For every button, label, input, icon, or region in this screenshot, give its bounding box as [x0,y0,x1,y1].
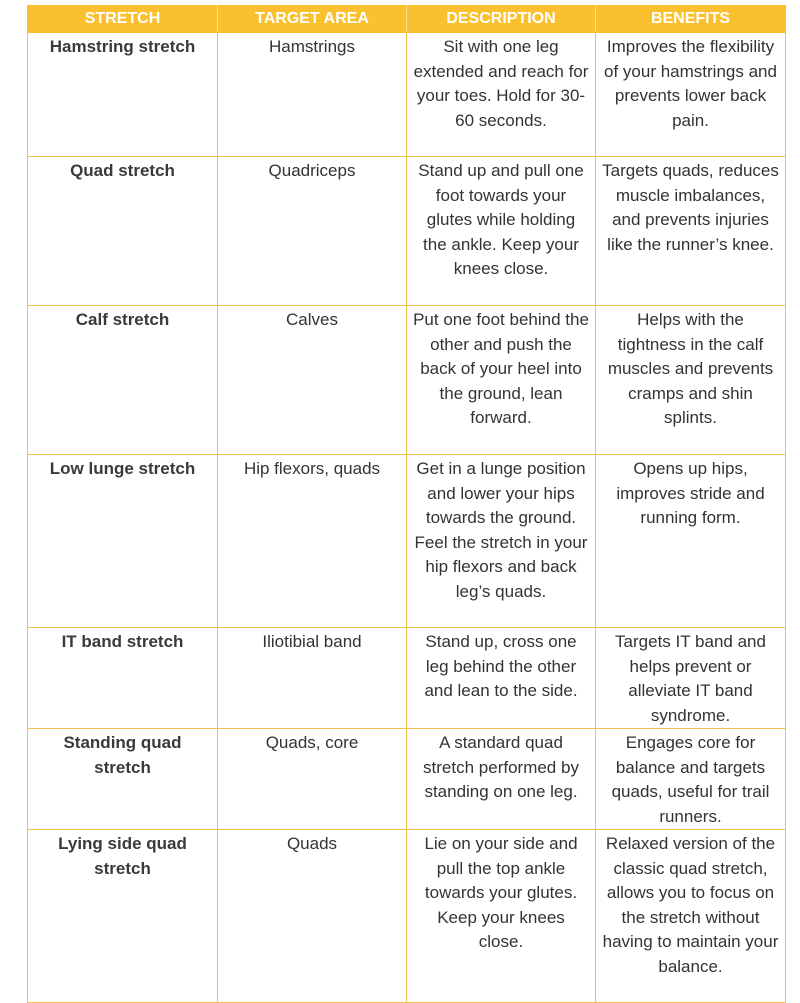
header-stretch: STRETCH [28,6,218,33]
benefits-cell: Targets IT band and helps prevent or alleviate IT band syndrome. [596,628,786,729]
benefits-cell: Improves the flexibility of your hamstrings and prevents lower back pain. [596,33,786,157]
stretch-name-cell: Lying side quad stretch [28,830,218,1003]
benefits-cell: Relaxed version of the classic quad stretch, allows you to focus on the stretch without having to maintain your balance. [596,830,786,1003]
table-row [28,157,786,306]
header-description: DESCRIPTION [407,6,596,33]
table-row [28,729,786,830]
stretch-name-cell: Quad stretch [28,157,218,306]
target-area-cell: Calves [218,306,407,455]
stretch-name-cell: Hamstring stretch [28,33,218,157]
description-cell: Get in a lunge position and lower your hips towards the ground. Feel the stretch in your hip flexors and back leg’s quads. [407,455,596,628]
stretch-table [27,5,786,1003]
benefits-cell: Helps with the tightness in the calf muscles and prevents cramps and shin splints. [596,306,786,455]
target-area-cell: Quads, core [218,729,407,830]
target-area-cell: Hamstrings [218,33,407,157]
stretch-name-cell: Calf stretch [28,306,218,455]
table-body [28,33,786,1003]
description-cell: Sit with one leg extended and reach for your toes. Hold for 30-60 seconds. [407,33,596,157]
description-cell: Put one foot behind the other and push the back of your heel into the ground, lean forward. [407,306,596,455]
header-row [28,6,786,33]
table-row [28,628,786,729]
table-row [28,33,786,157]
stretch-name-cell: Low lunge stretch [28,455,218,628]
target-area-cell: Iliotibial band [218,628,407,729]
description-cell: Lie on your side and pull the top ankle towards your glutes. Keep your knees close. [407,830,596,1003]
header-benefits: BENEFITS [596,6,786,33]
header-target-area: TARGET AREA [218,6,407,33]
stretch-name-cell: Standing quad stretch [28,729,218,830]
description-cell: Stand up, cross one leg behind the other and lean to the side. [407,628,596,729]
benefits-cell: Opens up hips, improves stride and running form. [596,455,786,628]
benefits-cell: Targets quads, reduces muscle imbalances, and prevents injuries like the runner’s knee. [596,157,786,306]
target-area-cell: Hip flexors, quads [218,455,407,628]
target-area-cell: Quadriceps [218,157,407,306]
stretch-name-cell: IT band stretch [28,628,218,729]
table-row [28,306,786,455]
table-row [28,830,786,1003]
table-header [28,6,786,33]
target-area-cell: Quads [218,830,407,1003]
description-cell: Stand up and pull one foot towards your glutes while holding the ankle. Keep your knees close. [407,157,596,306]
benefits-cell: Engages core for balance and targets quads, useful for trail runners. [596,729,786,830]
description-cell: A standard quad stretch performed by standing on one leg. [407,729,596,830]
table-row [28,455,786,628]
